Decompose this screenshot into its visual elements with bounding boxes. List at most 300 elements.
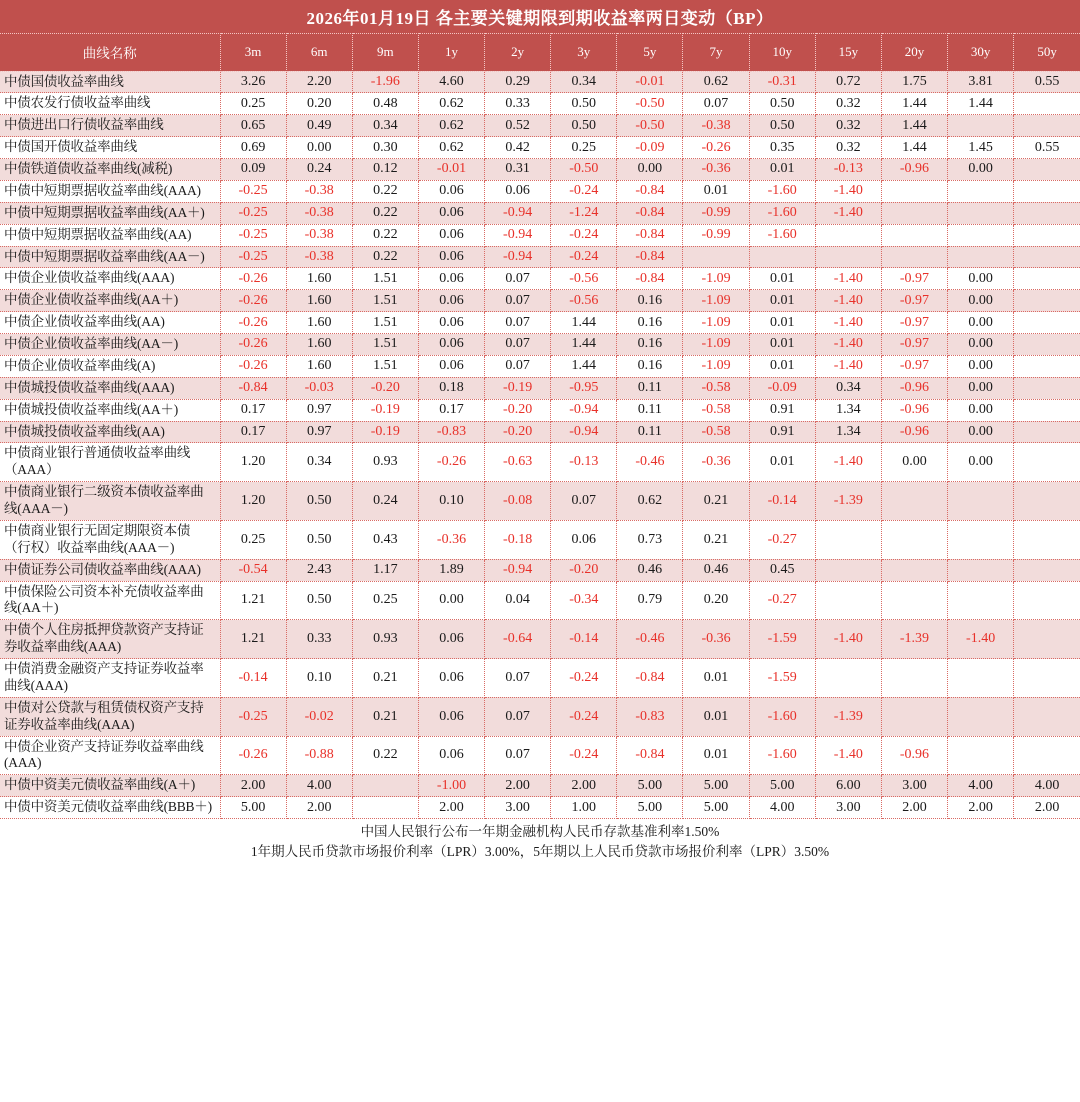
table-row <box>0 659 1080 698</box>
value-cell <box>815 520 881 559</box>
value-cell: 0.16 <box>617 290 683 312</box>
value-cell <box>1014 399 1080 421</box>
value-cell: 0.24 <box>286 159 352 181</box>
value-cell: 2.00 <box>286 797 352 819</box>
value-cell: 0.24 <box>352 482 418 521</box>
value-cell: -0.96 <box>881 421 947 443</box>
value-cell: -1.59 <box>749 659 815 698</box>
value-cell: 0.29 <box>485 71 551 93</box>
table-row <box>0 180 1080 202</box>
value-cell: -0.25 <box>220 224 286 246</box>
value-cell: 1.21 <box>220 581 286 620</box>
value-cell: 1.20 <box>220 482 286 521</box>
curve-name-cell: 中债国开债收益率曲线 <box>0 137 220 159</box>
value-cell: -0.14 <box>749 482 815 521</box>
table-row <box>0 355 1080 377</box>
value-cell: 0.00 <box>948 377 1014 399</box>
value-cell <box>881 224 947 246</box>
column-header-15y: 15y <box>815 33 881 71</box>
value-cell: 1.44 <box>551 355 617 377</box>
value-cell: 1.51 <box>352 355 418 377</box>
value-cell <box>948 559 1014 581</box>
value-cell: -1.40 <box>815 443 881 482</box>
value-cell: -0.84 <box>617 268 683 290</box>
curve-name-cell: 中债对公贷款与租赁债权资产支持证券收益率曲线(AAA) <box>0 697 220 736</box>
value-cell: 0.00 <box>948 443 1014 482</box>
value-cell: 0.62 <box>418 137 484 159</box>
value-cell: -1.60 <box>749 736 815 775</box>
value-cell: -0.94 <box>485 202 551 224</box>
value-cell: -0.26 <box>220 268 286 290</box>
curve-name-cell: 中债中短期票据收益率曲线(AA) <box>0 224 220 246</box>
value-cell: -0.56 <box>551 268 617 290</box>
value-cell: 0.01 <box>683 697 749 736</box>
curve-name-cell: 中债农发行债收益率曲线 <box>0 93 220 115</box>
value-cell: 0.35 <box>749 137 815 159</box>
value-cell: 0.34 <box>286 443 352 482</box>
value-cell: 0.22 <box>352 180 418 202</box>
curve-name-cell: 中债企业债收益率曲线(AA) <box>0 312 220 334</box>
value-cell: 1.44 <box>551 312 617 334</box>
value-cell: 0.49 <box>286 115 352 137</box>
value-cell: 0.16 <box>617 312 683 334</box>
value-cell: -0.26 <box>220 355 286 377</box>
curve-name-cell: 中债商业银行无固定期限资本债（行权）收益率曲线(AAA－) <box>0 520 220 559</box>
value-cell: 0.07 <box>683 93 749 115</box>
table-row <box>0 736 1080 775</box>
value-cell <box>1014 520 1080 559</box>
value-cell: -0.94 <box>485 246 551 268</box>
value-cell <box>881 581 947 620</box>
value-cell: 2.00 <box>485 775 551 797</box>
value-cell: 5.00 <box>683 797 749 819</box>
value-cell: 0.55 <box>1014 71 1080 93</box>
value-cell <box>948 224 1014 246</box>
value-cell <box>948 246 1014 268</box>
value-cell: -0.96 <box>881 736 947 775</box>
value-cell: 1.60 <box>286 334 352 356</box>
value-cell: 0.65 <box>220 115 286 137</box>
curve-name-cell: 中债企业资产支持证券收益率曲线(AAA) <box>0 736 220 775</box>
value-cell: 0.01 <box>749 159 815 181</box>
table-column-header-row <box>0 33 1080 71</box>
value-cell: -0.27 <box>749 520 815 559</box>
value-cell: 2.00 <box>220 775 286 797</box>
value-cell <box>948 180 1014 202</box>
value-cell: -1.40 <box>815 180 881 202</box>
value-cell: 0.07 <box>485 312 551 334</box>
value-cell: 0.62 <box>617 482 683 521</box>
value-cell <box>948 115 1014 137</box>
value-cell: 0.33 <box>286 620 352 659</box>
value-cell: 0.00 <box>948 334 1014 356</box>
value-cell: -0.46 <box>617 620 683 659</box>
value-cell: -1.40 <box>815 736 881 775</box>
value-cell <box>1014 246 1080 268</box>
value-cell: 3.26 <box>220 71 286 93</box>
value-cell: -0.84 <box>617 224 683 246</box>
curve-name-cell: 中债企业债收益率曲线(AAA) <box>0 268 220 290</box>
table-row <box>0 115 1080 137</box>
value-cell: 1.45 <box>948 137 1014 159</box>
value-cell <box>1014 482 1080 521</box>
value-cell <box>948 482 1014 521</box>
value-cell: -1.09 <box>683 355 749 377</box>
value-cell: 0.00 <box>948 355 1014 377</box>
value-cell: 0.00 <box>418 581 484 620</box>
value-cell <box>1014 115 1080 137</box>
value-cell: -0.20 <box>485 421 551 443</box>
value-cell: 0.16 <box>617 334 683 356</box>
value-cell: -0.31 <box>749 71 815 93</box>
value-cell: -0.83 <box>617 697 683 736</box>
value-cell: -0.58 <box>683 399 749 421</box>
value-cell: 0.07 <box>551 482 617 521</box>
value-cell: -0.84 <box>617 202 683 224</box>
value-cell: -0.14 <box>220 659 286 698</box>
value-cell: -0.24 <box>551 224 617 246</box>
value-cell <box>352 775 418 797</box>
value-cell: 0.91 <box>749 421 815 443</box>
table-row <box>0 71 1080 93</box>
value-cell <box>815 559 881 581</box>
value-cell: 3.00 <box>881 775 947 797</box>
value-cell: -0.84 <box>617 736 683 775</box>
value-cell: -0.18 <box>485 520 551 559</box>
value-cell: -0.63 <box>485 443 551 482</box>
value-cell: -0.34 <box>551 581 617 620</box>
value-cell: 0.97 <box>286 421 352 443</box>
value-cell: 0.34 <box>352 115 418 137</box>
value-cell: 0.72 <box>815 71 881 93</box>
value-cell: -0.25 <box>220 202 286 224</box>
value-cell: 0.97 <box>286 399 352 421</box>
curve-name-cell: 中债企业债收益率曲线(AA－) <box>0 334 220 356</box>
value-cell: 0.18 <box>418 377 484 399</box>
value-cell: 1.60 <box>286 290 352 312</box>
value-cell: -0.88 <box>286 736 352 775</box>
value-cell: 0.21 <box>352 697 418 736</box>
value-cell: 1.60 <box>286 312 352 334</box>
value-cell: -0.26 <box>220 334 286 356</box>
value-cell: -0.96 <box>881 377 947 399</box>
table-row <box>0 312 1080 334</box>
value-cell: -1.09 <box>683 312 749 334</box>
value-cell: -0.99 <box>683 224 749 246</box>
value-cell: 5.00 <box>749 775 815 797</box>
value-cell: 0.50 <box>551 93 617 115</box>
column-header-3y: 3y <box>551 33 617 71</box>
value-cell: -0.20 <box>551 559 617 581</box>
value-cell: -0.20 <box>485 399 551 421</box>
value-cell: -1.40 <box>815 355 881 377</box>
value-cell: -0.84 <box>617 180 683 202</box>
value-cell: -0.01 <box>617 71 683 93</box>
value-cell: -0.25 <box>220 180 286 202</box>
value-cell: -0.58 <box>683 421 749 443</box>
value-cell <box>1014 421 1080 443</box>
value-cell <box>815 581 881 620</box>
value-cell: 0.01 <box>749 334 815 356</box>
value-cell: 0.25 <box>220 520 286 559</box>
value-cell: 0.62 <box>418 93 484 115</box>
value-cell: 0.17 <box>220 399 286 421</box>
value-cell: 6.00 <box>815 775 881 797</box>
table-row <box>0 421 1080 443</box>
value-cell: 2.00 <box>881 797 947 819</box>
column-header-1y: 1y <box>418 33 484 71</box>
curve-name-cell: 中债铁道债收益率曲线(减税) <box>0 159 220 181</box>
value-cell: 0.06 <box>418 355 484 377</box>
value-cell: 0.00 <box>948 290 1014 312</box>
column-header-2y: 2y <box>485 33 551 71</box>
value-cell: -0.94 <box>485 224 551 246</box>
table-row <box>0 202 1080 224</box>
curve-name-cell: 中债中资美元债收益率曲线(A＋) <box>0 775 220 797</box>
table-row <box>0 268 1080 290</box>
curve-name-cell: 中债消费金融资产支持证券收益率曲线(AAA) <box>0 659 220 698</box>
value-cell: 5.00 <box>683 775 749 797</box>
value-cell: -0.36 <box>418 520 484 559</box>
value-cell: -1.40 <box>815 620 881 659</box>
value-cell: -0.19 <box>352 421 418 443</box>
table-row <box>0 581 1080 620</box>
value-cell: 1.51 <box>352 268 418 290</box>
value-cell <box>1014 355 1080 377</box>
column-header-50y: 50y <box>1014 33 1080 71</box>
value-cell: -0.24 <box>551 180 617 202</box>
value-cell: -0.08 <box>485 482 551 521</box>
value-cell: 0.07 <box>485 268 551 290</box>
value-cell: -0.26 <box>220 736 286 775</box>
value-cell: -1.60 <box>749 180 815 202</box>
value-cell: 0.06 <box>418 246 484 268</box>
value-cell: 0.00 <box>881 443 947 482</box>
value-cell: -0.97 <box>881 334 947 356</box>
value-cell: 0.07 <box>485 659 551 698</box>
value-cell: 0.01 <box>683 659 749 698</box>
value-cell: -1.60 <box>749 224 815 246</box>
value-cell: 0.32 <box>815 93 881 115</box>
curve-name-cell: 中债进出口行债收益率曲线 <box>0 115 220 137</box>
value-cell: 2.00 <box>1014 797 1080 819</box>
value-cell: 1.60 <box>286 268 352 290</box>
value-cell: -1.09 <box>683 268 749 290</box>
value-cell: -0.27 <box>749 581 815 620</box>
value-cell: 1.44 <box>881 115 947 137</box>
value-cell: 1.44 <box>881 137 947 159</box>
value-cell: -0.36 <box>683 443 749 482</box>
value-cell: 0.06 <box>418 290 484 312</box>
value-cell <box>1014 180 1080 202</box>
value-cell: -0.19 <box>352 399 418 421</box>
value-cell: -0.03 <box>286 377 352 399</box>
value-cell <box>1014 202 1080 224</box>
value-cell: 0.33 <box>485 93 551 115</box>
value-cell: -1.39 <box>881 620 947 659</box>
value-cell: -1.40 <box>815 334 881 356</box>
value-cell <box>749 246 815 268</box>
value-cell <box>1014 312 1080 334</box>
table-row <box>0 520 1080 559</box>
table-row <box>0 399 1080 421</box>
table-row <box>0 377 1080 399</box>
value-cell: -0.38 <box>286 246 352 268</box>
value-cell <box>1014 159 1080 181</box>
value-cell: 0.50 <box>286 581 352 620</box>
value-cell: 0.48 <box>352 93 418 115</box>
value-cell: -0.09 <box>617 137 683 159</box>
column-header-5y: 5y <box>617 33 683 71</box>
curve-name-cell: 中债个人住房抵押贷款资产支持证券收益率曲线(AAA) <box>0 620 220 659</box>
value-cell <box>881 246 947 268</box>
curve-name-cell: 中债企业债收益率曲线(AA＋) <box>0 290 220 312</box>
value-cell: -0.84 <box>617 246 683 268</box>
value-cell: 0.06 <box>418 202 484 224</box>
value-cell: 0.01 <box>683 736 749 775</box>
table-row <box>0 93 1080 115</box>
value-cell: 0.20 <box>683 581 749 620</box>
value-cell: 0.22 <box>352 224 418 246</box>
value-cell: 0.00 <box>948 312 1014 334</box>
value-cell <box>815 246 881 268</box>
value-cell: 0.07 <box>485 355 551 377</box>
value-cell: 0.06 <box>418 224 484 246</box>
value-cell: -0.26 <box>683 137 749 159</box>
value-cell: 0.22 <box>352 736 418 775</box>
value-cell: -0.97 <box>881 290 947 312</box>
value-cell: -0.56 <box>551 290 617 312</box>
value-cell: 0.06 <box>418 268 484 290</box>
value-cell: -0.24 <box>551 659 617 698</box>
value-cell: 0.06 <box>551 520 617 559</box>
table-header <box>0 0 1080 71</box>
value-cell <box>1014 334 1080 356</box>
value-cell: 2.00 <box>418 797 484 819</box>
value-cell: -0.38 <box>286 202 352 224</box>
value-cell: 4.00 <box>948 775 1014 797</box>
value-cell <box>1014 581 1080 620</box>
column-header-7y: 7y <box>683 33 749 71</box>
value-cell: 0.50 <box>286 520 352 559</box>
value-cell: 0.10 <box>418 482 484 521</box>
value-cell <box>1014 377 1080 399</box>
footer-line-2: 1年期人民币贷款市场报价利率（LPR）3.00%，5年期以上人民币贷款市场报价利率（LPR）3.50% <box>250 843 830 859</box>
value-cell: 0.46 <box>683 559 749 581</box>
curve-name-cell: 中债中资美元债收益率曲线(BBB＋) <box>0 797 220 819</box>
curve-name-cell: 中债商业银行普通债收益率曲线（AAA） <box>0 443 220 482</box>
value-cell: 1.44 <box>881 93 947 115</box>
value-cell: 1.00 <box>551 797 617 819</box>
value-cell: -0.09 <box>749 377 815 399</box>
value-cell: -1.60 <box>749 202 815 224</box>
value-cell: 3.00 <box>815 797 881 819</box>
value-cell: -1.09 <box>683 334 749 356</box>
table-row <box>0 620 1080 659</box>
value-cell <box>881 659 947 698</box>
value-cell: 0.01 <box>749 268 815 290</box>
value-cell: -0.50 <box>551 159 617 181</box>
table-row <box>0 224 1080 246</box>
value-cell: 0.21 <box>352 659 418 698</box>
value-cell: 1.17 <box>352 559 418 581</box>
value-cell: 0.45 <box>749 559 815 581</box>
column-header-20y: 20y <box>881 33 947 71</box>
value-cell: -0.54 <box>220 559 286 581</box>
value-cell: 2.43 <box>286 559 352 581</box>
value-cell: 0.00 <box>948 268 1014 290</box>
table-row <box>0 137 1080 159</box>
value-cell: 0.32 <box>815 137 881 159</box>
value-cell: -0.84 <box>220 377 286 399</box>
value-cell: 5.00 <box>220 797 286 819</box>
value-cell: -0.24 <box>551 246 617 268</box>
value-cell <box>881 559 947 581</box>
value-cell: 0.01 <box>749 443 815 482</box>
value-cell: -0.02 <box>286 697 352 736</box>
value-cell <box>881 482 947 521</box>
value-cell <box>881 202 947 224</box>
value-cell <box>1014 224 1080 246</box>
value-cell: -0.26 <box>418 443 484 482</box>
value-cell: 0.00 <box>286 137 352 159</box>
value-cell: 2.00 <box>948 797 1014 819</box>
value-cell: 0.17 <box>418 399 484 421</box>
value-cell <box>1014 559 1080 581</box>
value-cell: 0.73 <box>617 520 683 559</box>
value-cell: -0.20 <box>352 377 418 399</box>
value-cell: -0.26 <box>220 290 286 312</box>
value-cell: 1.60 <box>286 355 352 377</box>
value-cell: -1.40 <box>815 312 881 334</box>
value-cell: 4.00 <box>286 775 352 797</box>
value-cell: -1.60 <box>749 697 815 736</box>
value-cell: 0.79 <box>617 581 683 620</box>
value-cell: 0.06 <box>418 697 484 736</box>
value-cell: -1.39 <box>815 482 881 521</box>
value-cell: -0.95 <box>551 377 617 399</box>
value-cell: -0.96 <box>881 159 947 181</box>
value-cell: -0.94 <box>485 559 551 581</box>
value-cell: 0.11 <box>617 421 683 443</box>
table-row <box>0 290 1080 312</box>
value-cell: 0.25 <box>352 581 418 620</box>
value-cell: 0.21 <box>683 482 749 521</box>
value-cell: -1.09 <box>683 290 749 312</box>
curve-name-cell: 中债城投债收益率曲线(AA) <box>0 421 220 443</box>
value-cell: 0.00 <box>948 421 1014 443</box>
value-cell: 0.07 <box>485 334 551 356</box>
value-cell: 0.22 <box>352 246 418 268</box>
value-cell: -1.40 <box>948 620 1014 659</box>
value-cell: -0.01 <box>418 159 484 181</box>
table-row <box>0 559 1080 581</box>
value-cell: 0.69 <box>220 137 286 159</box>
value-cell: -0.83 <box>418 421 484 443</box>
value-cell: 1.20 <box>220 443 286 482</box>
value-cell: 0.62 <box>418 115 484 137</box>
value-cell: 0.16 <box>617 355 683 377</box>
curve-name-cell: 中债商业银行二级资本债收益率曲线(AAA－) <box>0 482 220 521</box>
value-cell: 0.17 <box>220 421 286 443</box>
value-cell: 3.00 <box>485 797 551 819</box>
table-title-row <box>0 0 1080 33</box>
value-cell: -0.64 <box>485 620 551 659</box>
value-cell: 0.06 <box>418 620 484 659</box>
value-cell: 0.22 <box>352 202 418 224</box>
curve-name-cell: 中债企业债收益率曲线(A) <box>0 355 220 377</box>
value-cell: 0.42 <box>485 137 551 159</box>
